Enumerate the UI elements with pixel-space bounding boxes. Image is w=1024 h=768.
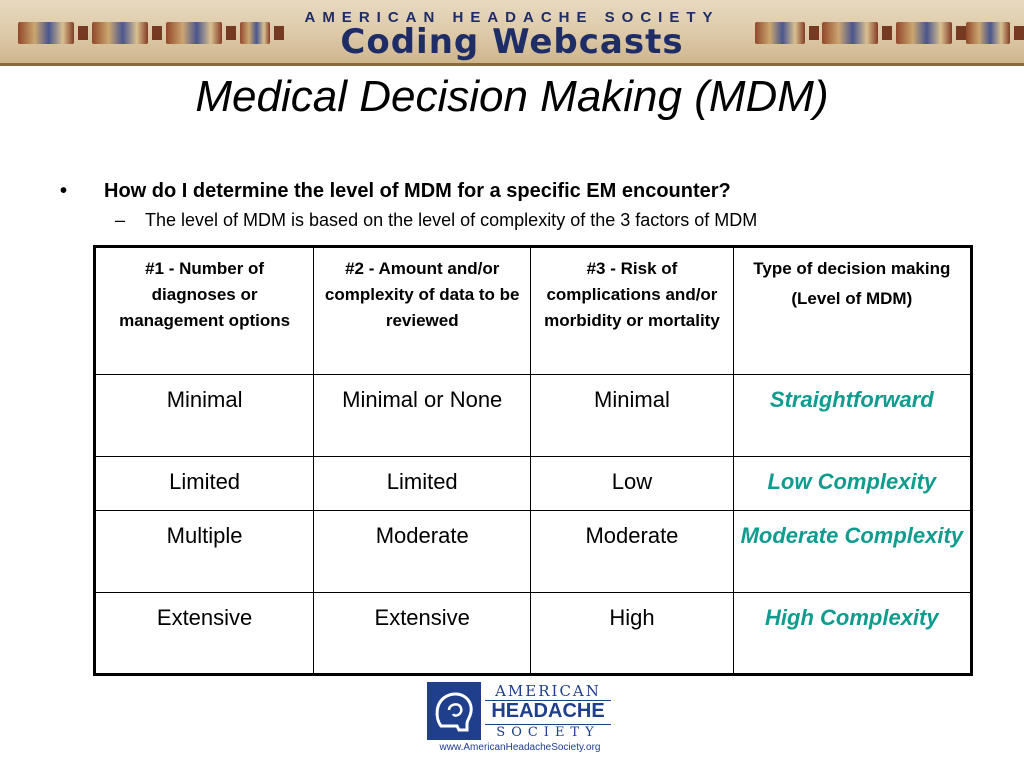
cell-data: Limited: [314, 457, 531, 511]
header-type-sublabel: (Level of MDM): [791, 289, 913, 308]
header-type-label: Type of decision making: [753, 259, 951, 278]
cell-risk: Minimal: [531, 375, 733, 457]
cell-risk: Low: [531, 457, 733, 511]
cell-data: Moderate: [314, 511, 531, 593]
header-diagnoses: #1 - Number of diagnoses or management options: [95, 247, 314, 375]
cell-data: Minimal or None: [314, 375, 531, 457]
logo-url: www.AmericanHeadacheSociety.org: [439, 742, 601, 753]
cell-diagnoses: Multiple: [95, 511, 314, 593]
ahs-logo: [425, 682, 615, 752]
table-row: [95, 593, 972, 675]
cell-mdm-level: Low Complexity: [733, 457, 971, 511]
logo-line-american: AMERICAN: [485, 682, 611, 701]
slide-title: Medical Decision Making (MDM): [195, 72, 829, 121]
cell-mdm-level: Moderate Complexity: [733, 511, 971, 593]
table-header-row: [95, 247, 972, 375]
table-row: [95, 375, 972, 457]
subbullet-text: The level of MDM is based on the level of complexity of the 3 factors of MDM: [145, 210, 758, 230]
banner-org-name: AMERICAN HEADACHE SOCIETY: [304, 9, 720, 26]
banner-divider: [0, 63, 1024, 66]
head-profile-icon: [427, 682, 481, 740]
logo-line-society: SOCIETY: [485, 724, 611, 740]
cell-data: Extensive: [314, 593, 531, 675]
mdm-table: [93, 245, 973, 676]
cell-mdm-level: High Complexity: [733, 593, 971, 675]
bullet-marker: •: [60, 180, 68, 202]
table-row: [95, 511, 972, 593]
header-data: #2 - Amount and/or complexity of data to be reviewed: [314, 247, 531, 375]
cell-mdm-level: Straightforward: [733, 375, 971, 457]
cell-diagnoses: Extensive: [95, 593, 314, 675]
cell-risk: High: [531, 593, 733, 675]
logo-line-headache: HEADACHE: [491, 700, 605, 722]
cell-risk: Moderate: [531, 511, 733, 593]
bullet-text: How do I determine the level of MDM for a specific EM encounter?: [104, 180, 731, 202]
banner-series-title: Coding Webcasts: [340, 22, 684, 62]
cell-diagnoses: Limited: [95, 457, 314, 511]
table-row: [95, 457, 972, 511]
cell-diagnoses: Minimal: [95, 375, 314, 457]
header-banner: [0, 0, 1024, 66]
subbullet-marker: –: [115, 210, 126, 230]
subbullet-explanation: [115, 210, 757, 231]
header-risk: #3 - Risk of complications and/or morbidity or mortality: [531, 247, 733, 375]
header-type: [733, 247, 971, 375]
